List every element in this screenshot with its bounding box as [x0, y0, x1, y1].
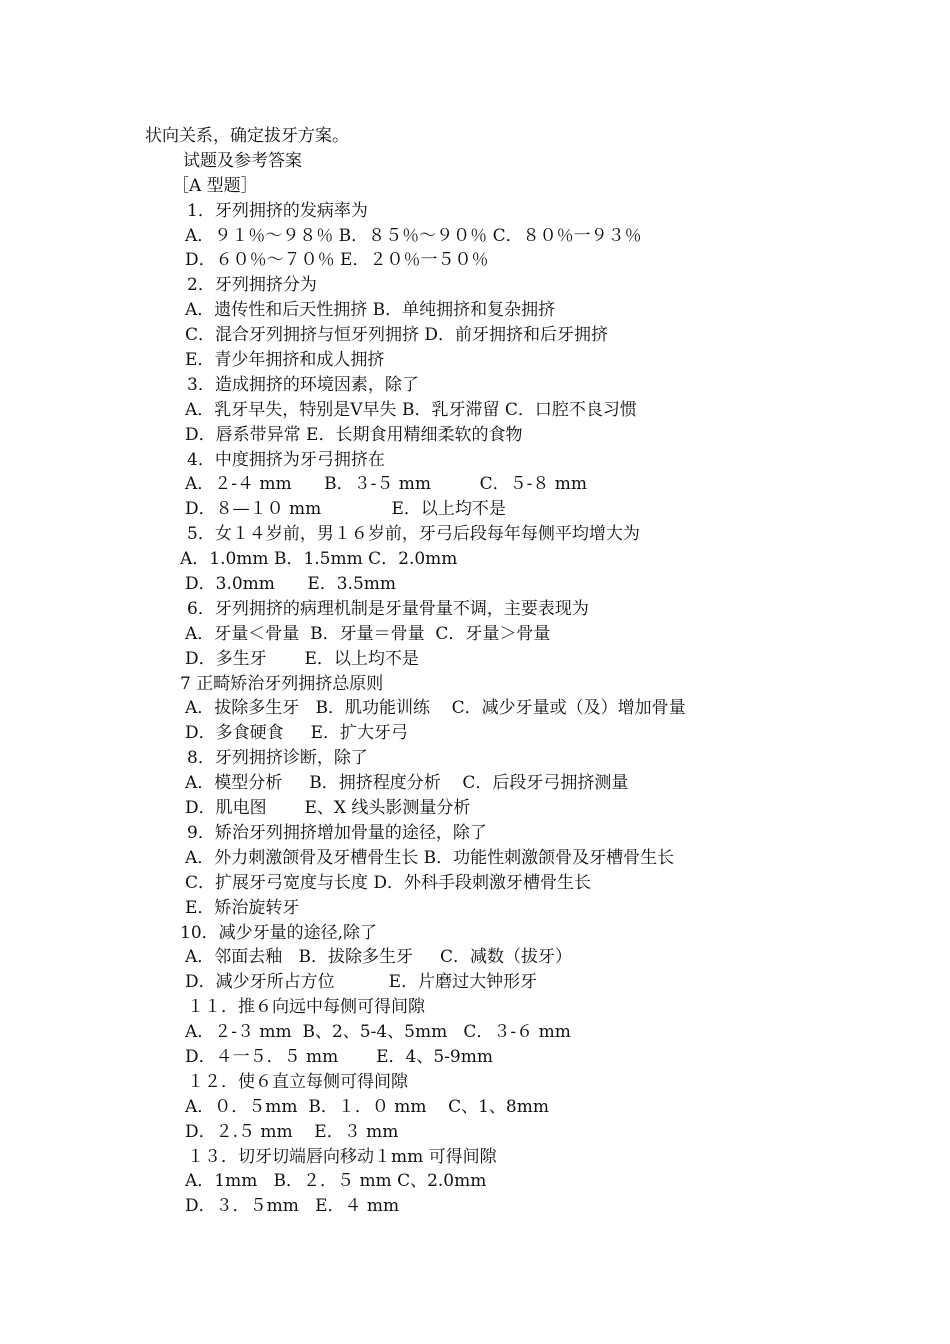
question-2: 2．牙列拥挤分为 — [187, 275, 317, 296]
question-12-options-a-c: A．０．５mm B．１．０ mm C、1、8mm — [185, 1096, 549, 1117]
question-5-options-a-c: A．1.0mm B．1.5mm C．2.0mm — [180, 549, 458, 570]
question-7-options-a-c: A．拔除多生牙 B．肌功能训练 C．减少牙量或（及）增加骨量 — [185, 698, 686, 719]
question-6-options-a-c: A．牙量＜骨量 B．牙量＝骨量 C．牙量＞骨量 — [185, 623, 551, 644]
document-text — [0, 124, 950, 1219]
question-10-options-a-c: A．邻面去釉 B．拔除多生牙 C．减数（拔牙） — [185, 947, 573, 968]
question-13-options-a-c: A．1mm B．２．５ mm C、2.0mm — [185, 1171, 487, 1192]
question-4: 4．中度拥挤为牙弓拥挤在 — [187, 449, 385, 470]
question-8: 8．牙列拥挤诊断，除了 — [187, 748, 368, 769]
question-4-options-a-c: A．２-４ mm B．３-５ mm C．５-８ mm — [185, 474, 587, 495]
question-6: 6．牙列拥挤的病理机制是牙量骨量不调，主要表现为 — [187, 598, 589, 619]
question-11: １１．推６向远中每侧可得间隙 — [187, 997, 425, 1018]
question-9-option-e: E．矫治旋转牙 — [185, 897, 300, 918]
question-8-options-d-e: D．肌电图 E、X 线头影测量分析 — [185, 798, 471, 819]
question-11-options-d-e: D．４一５．５ mm E．4、5-9mm — [185, 1046, 493, 1067]
question-13: １３．切牙切端唇向移动１mm 可得间隙 — [187, 1146, 497, 1167]
question-2-option-e: E．青少年拥挤和成人拥挤 — [185, 350, 385, 371]
question-3-options-d-e: D．唇系带异常 E．长期食用精细柔软的食物 — [185, 424, 523, 445]
text-line-1: 状向关系，确定拔牙方案。 — [145, 126, 349, 146]
question-9: 9．矫治牙列拥挤增加骨量的途径，除了 — [187, 822, 487, 843]
question-7: 7 正畸矫治牙列拥挤总原则 — [180, 673, 384, 694]
question-8-options-a-c: A．模型分析 B．拥挤程度分析 C．后段牙弓拥挤测量 — [185, 773, 629, 794]
question-9-options-a-b: A．外力刺激颌骨及牙槽骨生长 B．功能性刺激颌骨及牙槽骨生长 — [185, 847, 675, 868]
question-3-options-a-c: A．乳牙早失，特别是Ⅴ早失 B．乳牙滞留 C．口腔不良习惯 — [185, 399, 637, 420]
question-2-options-a-b: A．遗传性和后天性拥挤 B．单纯拥挤和复杂拥挤 — [185, 300, 556, 321]
question-5-options-d-e: D．3.0mm E．3.5mm — [185, 574, 397, 595]
question-1-options-d-e: D．６０％～７０％ E．２０％一５０％ — [185, 250, 489, 271]
question-2-options-c-d: C．混合牙列拥挤与恒牙列拥挤 D．前牙拥挤和后牙拥挤 — [185, 325, 609, 346]
question-4-options-d-e: D．８—１０ mm E．以上均不是 — [185, 499, 506, 520]
question-7-options-d-e: D．多食硬食 E．扩大牙弓 — [185, 723, 409, 744]
question-13-options-d-e: D．３．５mm E．４ mm — [185, 1196, 400, 1217]
question-5: 5．女１４岁前，男１６岁前，牙弓后段每年每侧平均增大为 — [187, 524, 640, 545]
question-12: １２．使６直立每侧可得间隙 — [187, 1071, 408, 1092]
question-9-options-c-d: C．扩展牙弓宽度与长度 D．外科手段刺激牙槽骨生长 — [185, 872, 592, 893]
question-10-options-d-e: D．减少牙所占方位 E．片磨过大钟形牙 — [185, 972, 538, 993]
question-10: 10．减少牙量的途径,除了 — [180, 922, 378, 943]
question-12-options-d-e: D．２.５ mm E．３ mm — [185, 1121, 399, 1142]
question-type-heading: ［A 型题］ — [172, 175, 258, 196]
section-title: 试题及参考答案 — [183, 150, 302, 171]
question-6-options-d-e: D．多生牙 E．以上均不是 — [185, 648, 419, 669]
question-1: 1．牙列拥挤的发病率为 — [187, 200, 368, 221]
question-11-options-a-c: A．２-３ mm B、2、5-4、5mm C．３-６ mm — [185, 1022, 571, 1043]
question-1-options-a-c: A．９１％～９８％ B．８５％～９０％ C．８０％一９３％ — [185, 225, 642, 246]
question-3: 3．造成拥挤的环境因素，除了 — [187, 374, 419, 395]
